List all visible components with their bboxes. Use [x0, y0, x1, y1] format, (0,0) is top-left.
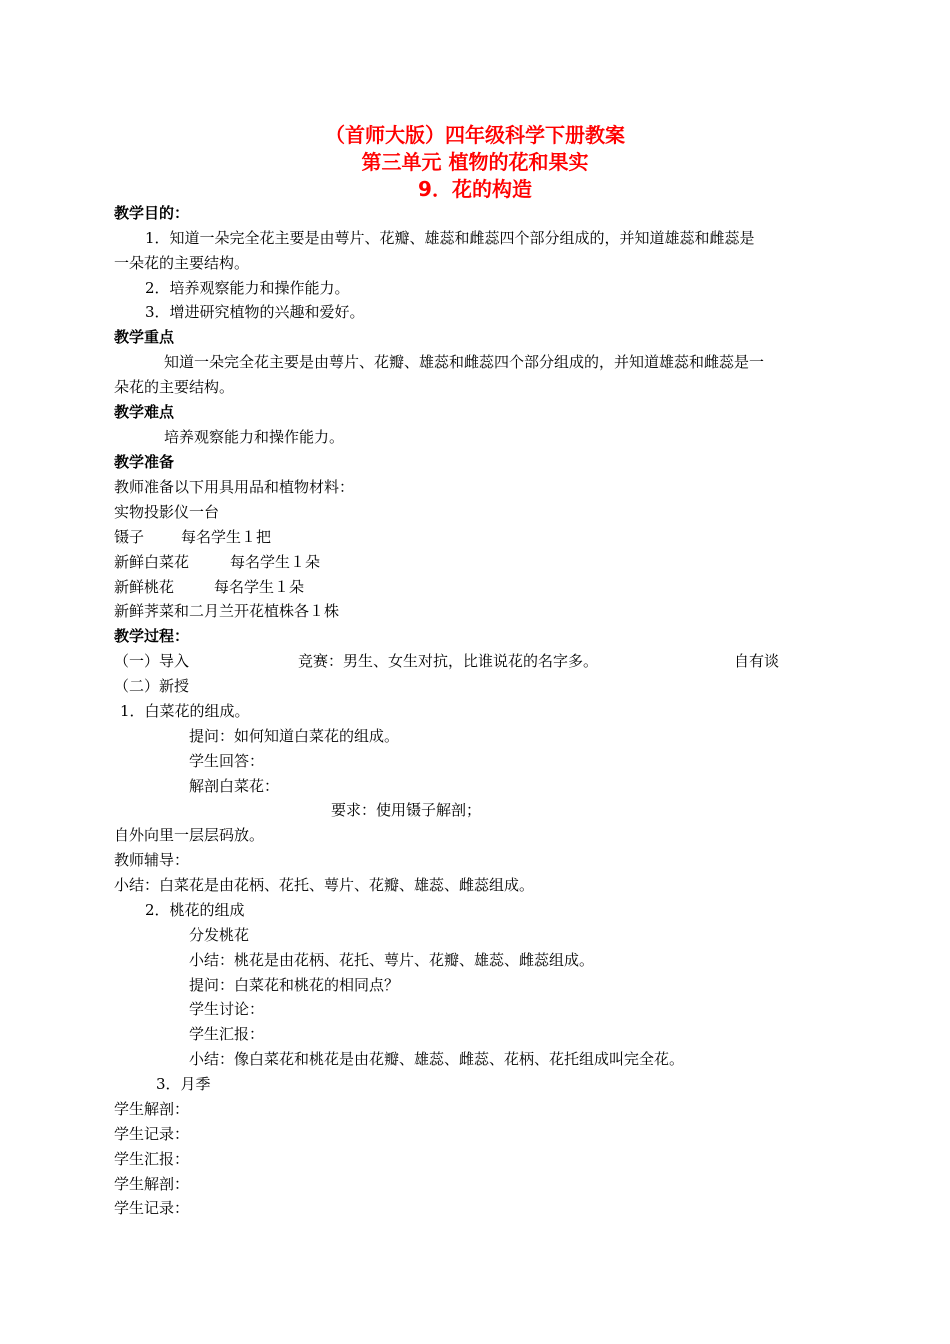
objective-3: 3．增进研究植物的兴趣和爱好。 [145, 303, 365, 321]
section-1-requirement: 要求：使用镊子解剖； [331, 801, 482, 819]
section-2-title: 2．桃花的组成 [145, 901, 245, 919]
section-2-report: 学生汇报： [189, 1025, 265, 1043]
section-2-handout: 分发桃花 [189, 926, 250, 944]
section-2-discussion: 学生讨论： [189, 1000, 265, 1018]
section-1-order: 自外向里一层层码放。 [114, 826, 265, 844]
section-1-question: 提问：如何知道白菜花的组成。 [189, 727, 400, 745]
preparation-item-1: 实物投影仪一台 [114, 503, 220, 521]
section-1-dissect: 解剖白菜花： [189, 777, 280, 795]
section-1-answer: 学生回答： [189, 752, 265, 770]
difficulties-heading: 教学难点 [114, 403, 175, 421]
process-intro-label: （一）导入 [114, 652, 190, 670]
section-2-summary: 小结：桃花是由花柄、花托、萼片、花瓣、雄蕊、雌蕊组成。 [189, 951, 595, 969]
section-1-guidance: 教师辅导： [114, 851, 190, 869]
preparation-item-2-qty: 每名学生１把 [181, 528, 272, 546]
process-heading: 教学过程： [114, 627, 190, 645]
doc-title-line3: 9．花的构造 [418, 177, 532, 201]
section-3-dissect-2: 学生解剖： [114, 1175, 190, 1193]
preparation-heading: 教学准备 [114, 453, 175, 471]
objective-1-line-b: 一朵花的主要结构。 [114, 254, 250, 272]
objective-1-line-a: 1．知道一朵完全花主要是由萼片、花瓣、雄蕊和雌蕊四个部分组成的，并知道雄蕊和雌蕊是 [145, 229, 755, 247]
key-points-heading: 教学重点 [114, 328, 175, 346]
section-3-record-2: 学生记录： [114, 1199, 190, 1217]
section-3-report: 学生汇报： [114, 1150, 190, 1168]
objectives-heading: 教学目的： [114, 204, 190, 222]
process-new-label: （二）新授 [114, 677, 190, 695]
key-points-line-b: 朵花的主要结构。 [114, 378, 235, 396]
key-points-line-a: 知道一朵完全花主要是由萼片、花瓣、雄蕊和雌蕊四个部分组成的，并知道雄蕊和雌蕊是一 [164, 353, 765, 371]
preparation-item-4-qty: 每名学生１朵 [214, 578, 305, 596]
objective-2: 2．培养观察能力和操作能力。 [145, 279, 350, 297]
preparation-item-5: 新鲜荠菜和二月兰开花植株各１株 [114, 602, 340, 620]
section-3-dissect: 学生解剖： [114, 1100, 190, 1118]
section-1-summary: 小结：白菜花是由花柄、花托、萼片、花瓣、雄蕊、雌蕊组成。 [114, 876, 535, 894]
doc-title-line2: 第三单元 植物的花和果实 [361, 150, 589, 174]
preparation-item-3-qty: 每名学生１朵 [230, 553, 321, 571]
section-3-record: 学生记录： [114, 1125, 190, 1143]
section-2-summary-2: 小结：像白菜花和桃花是由花瓣、雄蕊、雌蕊、花柄、花托组成叫完全花。 [189, 1050, 685, 1068]
preparation-item-4-name: 新鲜桃花 [114, 578, 175, 596]
doc-title-line1: （首师大版）四年级科学下册教案 [325, 123, 625, 147]
difficulties-text: 培养观察能力和操作能力。 [164, 428, 345, 446]
process-intro-note: 自有谈 [734, 652, 780, 670]
section-2-question: 提问：白菜花和桃花的相同点？ [189, 976, 400, 994]
section-1-title: 1．白菜花的组成。 [120, 702, 250, 720]
process-intro-activity: 竞赛：男生、女生对抗，比谁说花的名字多。 [298, 652, 599, 670]
preparation-item-2-name: 镊子 [114, 528, 145, 546]
preparation-item-3-name: 新鲜白菜花 [114, 553, 190, 571]
section-3-title: 3．月季 [156, 1075, 211, 1093]
preparation-intro: 教师准备以下用具用品和植物材料： [114, 478, 355, 496]
